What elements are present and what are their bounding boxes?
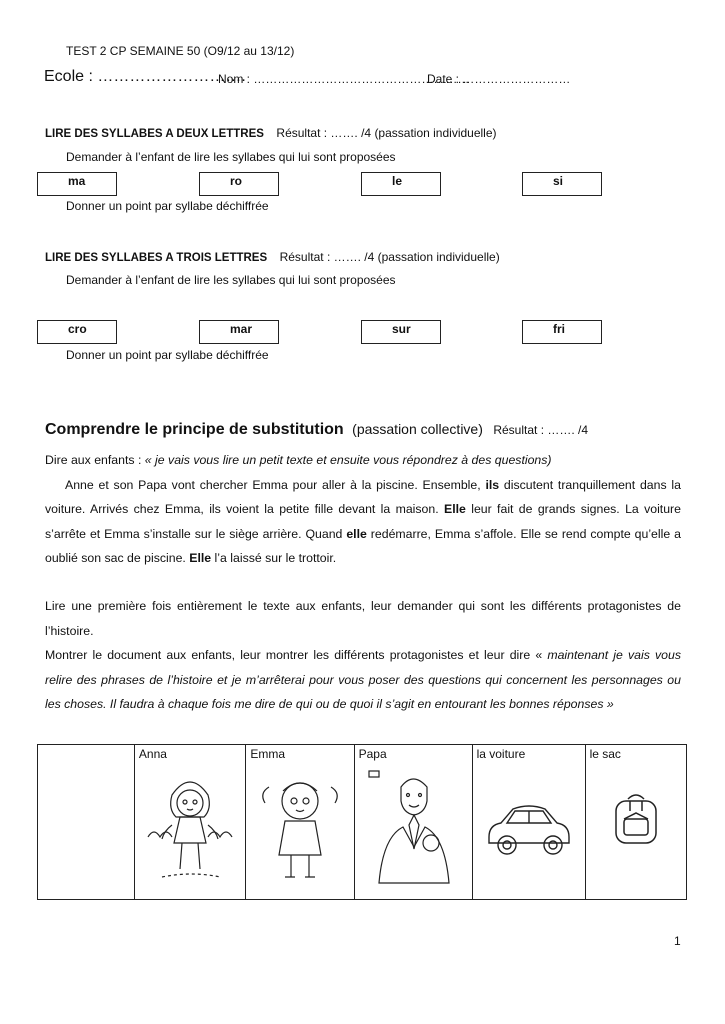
story-block (45, 448, 681, 571)
section3-result: Résultat : ……. /4 (493, 423, 589, 437)
section3-passation: (passation collective) (352, 421, 483, 437)
man-papa-icon (365, 767, 461, 887)
instruction-2-prefix: Montrer le document aux enfants, leur montrer les différents protagonistes et leur dire « (45, 648, 548, 662)
syllable-box: fri (522, 320, 602, 344)
section3-title: Comprendre le principe de substitution (45, 421, 344, 438)
intro-prefix: Dire aux enfants : (45, 453, 145, 467)
date-label: Date : ……………………… (427, 72, 571, 86)
intro-quote: « je vais vous lire un petit texte et ensuite vous répondrez à des questions) (144, 453, 552, 467)
section2-scoring: Donner un point par syllabe déchiffrée (66, 348, 269, 362)
instruction-2-quote: maintenant je vais vous relire des phrases de l’histoire et je m’arrêterai pour vous poser des questions qui concernent les personnages ou les choses. Il faudra à chaque fois me dire de qui ou de quoi il s’agit en entourant les bonnes réponses » (45, 648, 681, 711)
table-cell-papa (354, 745, 472, 900)
section2-title: LIRE DES SYLLABES A TROIS LETTRES (45, 252, 268, 264)
cell-label: Papa (358, 747, 387, 761)
instruction-2 (45, 643, 681, 717)
section1-instruction: Demander à l’enfant de lire les syllabes qui lui sont proposées (66, 150, 396, 164)
syllable-box: mar (199, 320, 279, 344)
story-text: leur fait de grands signes. La voiture s’arrête et Emma s’installe sur le siège arrière. Quand (45, 502, 681, 541)
section1-result: Résultat : ……. /4 (passation individuelle) (276, 126, 497, 140)
cell-label: la voiture (476, 747, 526, 761)
section1-title: LIRE DES SYLLABES A DEUX LETTRES (45, 128, 264, 140)
intro-line (45, 448, 681, 473)
cell-label: le sac (589, 747, 621, 761)
story-bold: Elle (189, 551, 212, 565)
story-text: Anne et son Papa vont chercher Emma pour aller à la piscine. Ensemble, (65, 477, 486, 492)
table-cell-voiture (472, 745, 585, 900)
story-bold: Elle (444, 502, 466, 516)
backpack-icon (606, 789, 666, 849)
story-bold: elle (346, 526, 367, 541)
instructions-block (45, 594, 681, 717)
story-bold: ils (485, 477, 500, 492)
section2-result: Résultat : ……. /4 (passation individuelle) (279, 250, 500, 264)
syllable-row-2 (37, 320, 603, 346)
page-number: 1 (674, 934, 681, 948)
syllable-box: ro (199, 172, 279, 196)
syllable-box: ma (37, 172, 117, 196)
table-cell-empty (38, 745, 135, 900)
girl-emma-icon (255, 767, 345, 889)
table-cell-emma (246, 745, 354, 900)
syllable-row-1 (37, 172, 603, 198)
car-icon (483, 787, 575, 867)
nom-label: Nom : ……………………………………………… (218, 72, 470, 86)
story-text: discutent tranquillement dans la voiture. Arrivés chez Emma, ils voient la petite fille devant la maison. (45, 477, 681, 516)
section2-heading (45, 248, 500, 266)
instruction-1: Lire une première fois entièrement le texte aux enfants, leur demander qui sont les différents protagonistes de l’histoire. (45, 599, 681, 638)
syllable-box: sur (361, 320, 441, 344)
section3-heading (45, 421, 588, 439)
table-cell-anna (134, 745, 245, 900)
ecole-label: Ecole : ………………………. (44, 68, 246, 85)
characters-table (37, 744, 687, 900)
girl-anna-icon (142, 767, 238, 887)
cell-label: Anna (138, 747, 167, 761)
section1-heading (45, 124, 497, 142)
syllable-box: si (522, 172, 602, 196)
story-text: l’a laissé sur le trottoir. (211, 551, 337, 565)
story-paragraph (45, 473, 681, 571)
cell-label: Emma (250, 747, 286, 761)
test-title: TEST 2 CP SEMAINE 50 (O9/12 au 13/12) (66, 44, 295, 58)
syllable-box: le (361, 172, 441, 196)
section1-scoring: Donner un point par syllabe déchiffrée (66, 199, 269, 213)
syllable-box: cro (37, 320, 117, 344)
section2-instruction: Demander à l’enfant de lire les syllabes qui lui sont proposées (66, 273, 396, 287)
table-cell-sac (585, 745, 686, 900)
story-text: redémarre, Emma s’affole. Elle se rend compte qu’elle a oublié son sac de piscine. (45, 526, 681, 565)
